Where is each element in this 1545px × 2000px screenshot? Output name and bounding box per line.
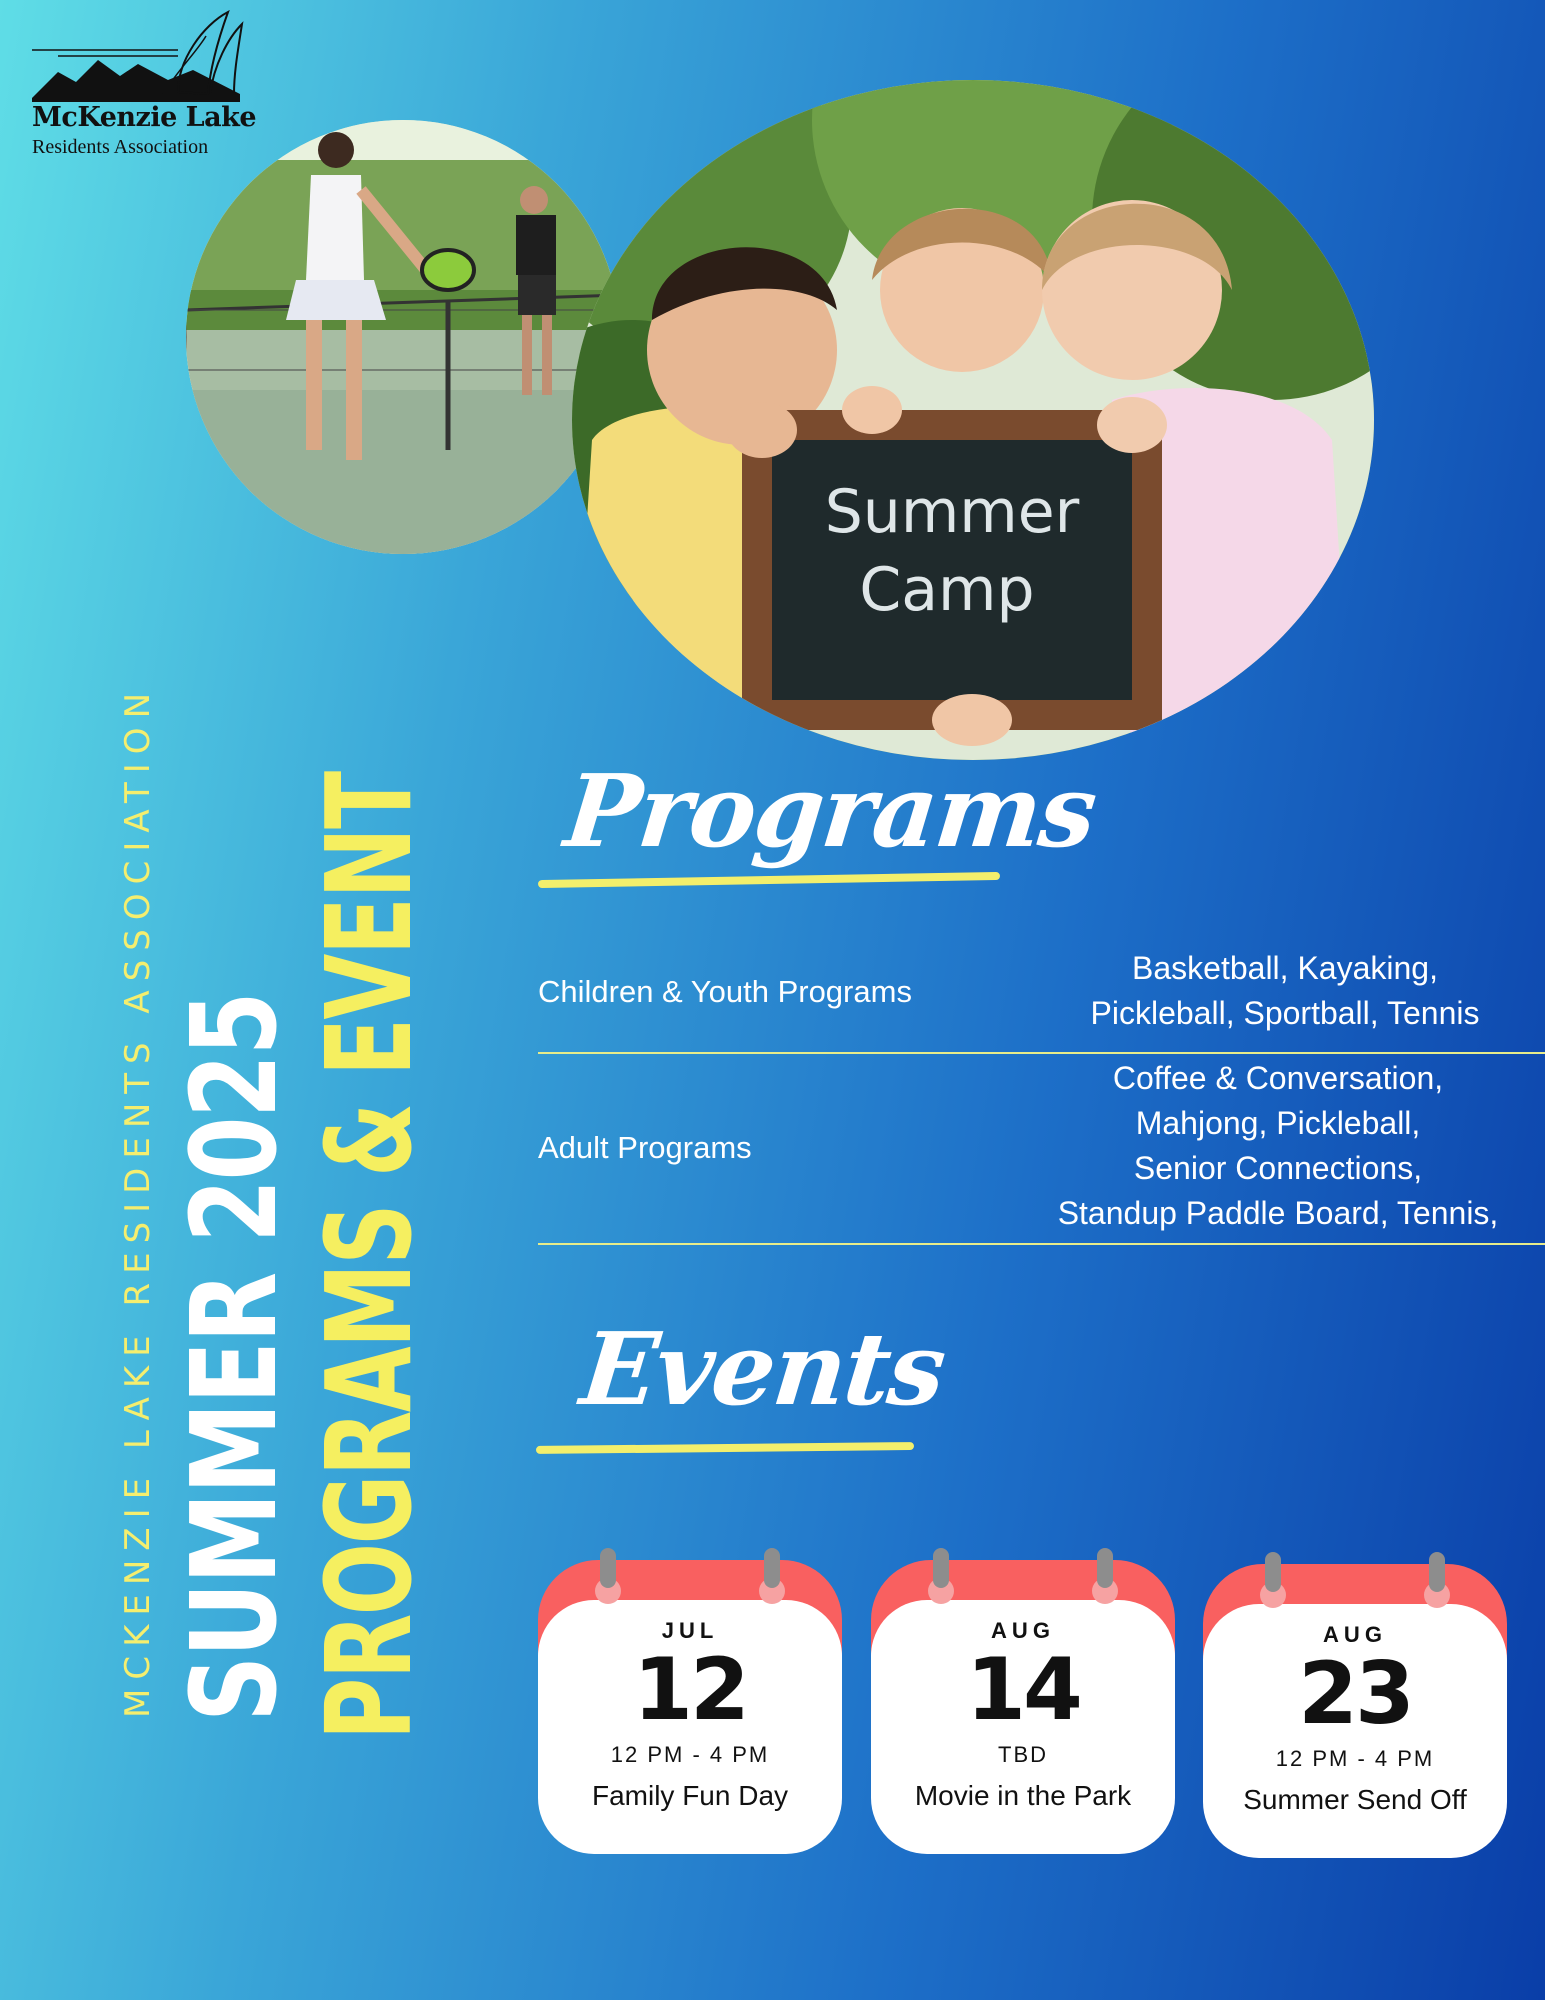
association-vertical-title: MCKENZIE LAKE RESIDENTS ASSOCIATION bbox=[118, 684, 158, 1718]
adult-programs-label: Adult Programs bbox=[538, 1130, 752, 1165]
sign-text-line1: Summer bbox=[824, 477, 1080, 547]
program-list-line: Senior Connections, bbox=[1133, 1150, 1423, 1186]
event-month: AUG bbox=[1323, 1622, 1387, 1647]
event-month: JUL bbox=[661, 1618, 719, 1643]
calendar-ring-icon bbox=[764, 1548, 780, 1588]
children-youth-programs-list bbox=[1040, 946, 1530, 1036]
event-card-movie-in-the-park bbox=[871, 1548, 1175, 1854]
event-time: TBD bbox=[998, 1742, 1048, 1767]
summer-2025-title: SUMMER 2025 bbox=[165, 992, 303, 1722]
event-card-family-fun-day bbox=[538, 1548, 842, 1854]
event-time: 12 PM - 4 PM bbox=[610, 1742, 770, 1767]
event-name: Movie in the Park bbox=[914, 1780, 1132, 1811]
calendar-ring-icon bbox=[600, 1548, 616, 1588]
event-day: 14 bbox=[966, 1640, 1080, 1740]
calendar-ring-icon bbox=[1429, 1552, 1445, 1592]
events-heading: Events bbox=[575, 1310, 950, 1428]
program-list-line: Standup Paddle Board, Tennis, bbox=[1057, 1195, 1499, 1231]
programs-event-title: PROGRAMS & EVENT bbox=[300, 772, 438, 1740]
mountain-sailboat-logo-icon bbox=[28, 10, 258, 105]
programs-heading: Programs bbox=[559, 752, 1101, 870]
event-month: AUG bbox=[991, 1618, 1055, 1643]
program-list-line: Basketball, Kayaking, bbox=[1132, 950, 1438, 986]
summer-camp-kids-photo bbox=[572, 80, 1374, 760]
program-list-line: Coffee & Conversation, bbox=[1112, 1060, 1444, 1096]
sign-text-line2: Camp bbox=[859, 555, 1035, 625]
calendar-ring-icon bbox=[933, 1548, 949, 1588]
logo-subtitle: Residents Association bbox=[32, 136, 209, 158]
program-list-line: Pickleball, Sportball, Tennis bbox=[1090, 995, 1480, 1031]
divider bbox=[538, 1052, 1545, 1054]
calendar-ring-icon bbox=[1265, 1552, 1281, 1592]
event-name: Family Fun Day bbox=[591, 1780, 789, 1811]
event-day: 23 bbox=[1298, 1644, 1412, 1744]
programs-underline bbox=[538, 872, 1000, 888]
logo-name: McKenzie Lake bbox=[32, 102, 257, 133]
event-day: 12 bbox=[633, 1640, 747, 1740]
divider bbox=[538, 1243, 1545, 1245]
program-list-line: Mahjong, Pickleball, bbox=[1135, 1105, 1421, 1141]
events-underline bbox=[536, 1442, 914, 1454]
calendar-ring-icon bbox=[1097, 1548, 1113, 1588]
event-name: Summer Send Off bbox=[1243, 1784, 1467, 1815]
children-youth-programs-label: Children & Youth Programs bbox=[538, 974, 912, 1009]
event-time: 12 PM - 4 PM bbox=[1275, 1746, 1435, 1771]
association-logo bbox=[28, 10, 258, 160]
pickleball-photo bbox=[186, 120, 620, 554]
event-card-summer-send-off bbox=[1203, 1552, 1507, 1858]
adult-programs-list bbox=[1008, 1056, 1545, 1236]
